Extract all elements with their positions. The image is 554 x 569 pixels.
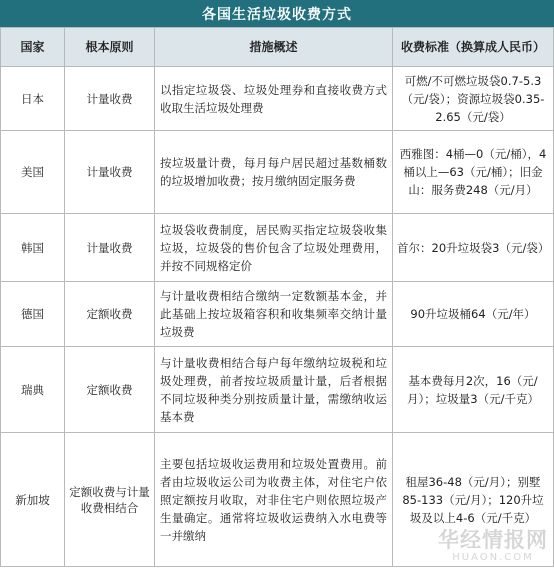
cell-measure: 与计量收费相结合每户每年缴纳垃圾税和垃圾处理费，前者按垃圾质量计量，后者根据不同垃圾种类分别按质量计量，需缴纳收运基本费 <box>155 347 393 433</box>
table-row <box>1 433 554 567</box>
header-principle: 根本原则 <box>65 28 155 67</box>
cell-measure: 与计量收费相结合缴纳一定数额基本金，并此基础上按垃圾箱容积和收集频率交纳计量垃圾费 <box>155 282 393 347</box>
cell-measure: 以指定垃圾袋、垃圾处理券和直接收费方式收取生活垃圾处理费 <box>155 67 393 131</box>
cell-principle: 计量收费 <box>65 67 155 131</box>
table-row <box>1 282 554 347</box>
fee-table <box>0 27 554 567</box>
cell-country: 德国 <box>1 282 65 347</box>
cell-standard: 西雅图：4桶—0（元/桶），4桶以上—63（元/桶）；旧金山：服务费248（元/月） <box>393 131 554 214</box>
cell-standard: 基本费每月2次，16（元/月）；垃圾量3（元/千克） <box>393 347 554 433</box>
header-country: 国家 <box>1 28 65 67</box>
cell-measure: 主要包括垃圾收运费用和垃圾处置费用。前者由垃圾收运公司为收费主体，对住宅户依照定额按月收取，对非住宅户则依照垃圾产生量确定。通常将垃圾收运费纳入水电费等一并缴纳 <box>155 433 393 567</box>
cell-principle: 定额收费 <box>65 347 155 433</box>
header-standard: 收费标准（换算成人民币） <box>393 28 554 67</box>
cell-principle: 定额收费与计量收费相结合 <box>65 433 155 567</box>
header-measure: 措施概述 <box>155 28 393 67</box>
cell-standard: 租屋36-48（元/月）；别墅85-133（元/月）；120升垃圾及以上4-6（元/千克） <box>393 433 554 567</box>
table-row <box>1 67 554 131</box>
table-row <box>1 347 554 433</box>
cell-measure: 垃圾袋收费制度，居民购买指定垃圾袋收集垃圾，垃圾袋的售价包含了垃圾处理费用，并按不同规格定价 <box>155 214 393 282</box>
cell-standard: 90升垃圾桶64（元/年） <box>393 282 554 347</box>
cell-standard: 可燃/不可燃垃圾袋0.7-5.3（元/袋）；资源垃圾袋0.35-2.65（元/袋） <box>393 67 554 131</box>
cell-measure: 按垃圾量计费，每月每户居民超过基数桶数的垃圾增加收费；按月缴纳固定服务费 <box>155 131 393 214</box>
page-title: 各国生活垃圾收费方式 <box>0 0 554 27</box>
cell-country: 美国 <box>1 131 65 214</box>
cell-country: 瑞典 <box>1 347 65 433</box>
table-row <box>1 131 554 214</box>
cell-country: 新加坡 <box>1 433 65 567</box>
watermark-main: 华经情报网 <box>438 528 548 552</box>
table-header-row <box>1 28 554 67</box>
cell-principle: 定额收费 <box>65 282 155 347</box>
table-row <box>1 214 554 282</box>
cell-principle: 计量收费 <box>65 214 155 282</box>
cell-principle: 计量收费 <box>65 131 155 214</box>
cell-country: 韩国 <box>1 214 65 282</box>
cell-country: 日本 <box>1 67 65 131</box>
cell-standard: 首尔：20升垃圾袋3（元/袋） <box>393 214 554 282</box>
watermark-sub: HUAON.COM <box>452 552 534 563</box>
